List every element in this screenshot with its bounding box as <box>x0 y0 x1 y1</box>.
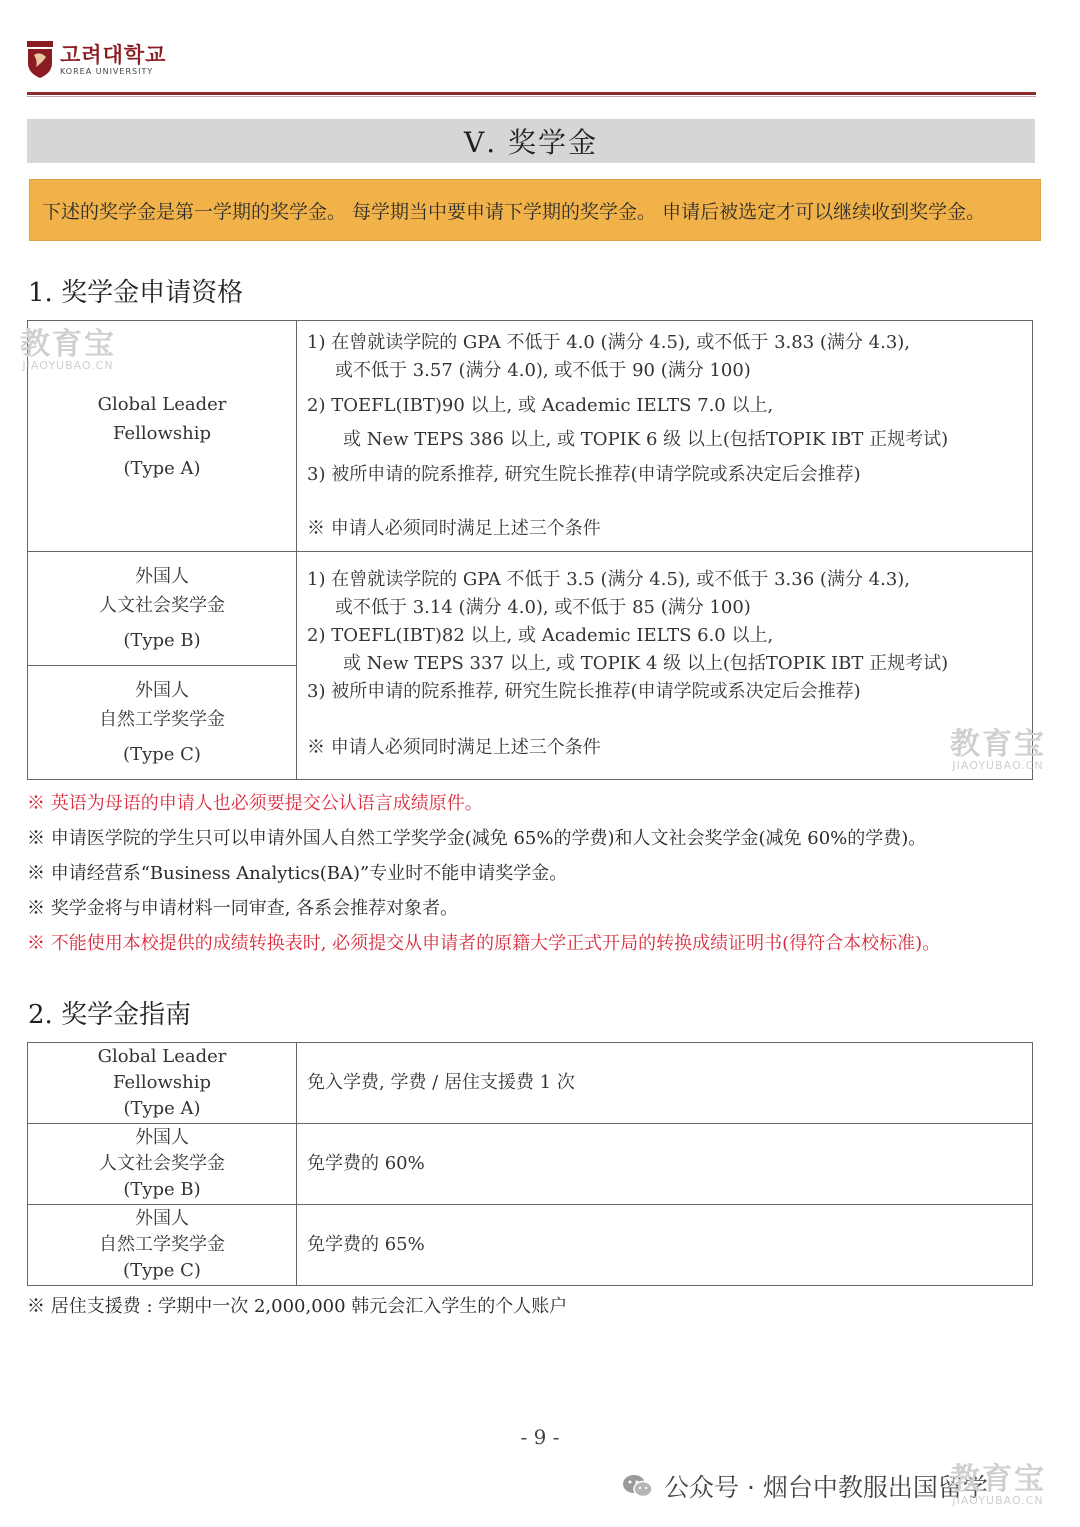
note-line: ※ 申请经营系“Business Analytics(BA)”专业时不能申请奖学金。 <box>27 863 568 884</box>
section2-heading: 2. 奖学金指南 <box>28 1000 192 1030</box>
header-divider <box>27 92 1036 95</box>
condition-note: ※ 申请人必须同时满足上述三个条件 <box>307 737 601 758</box>
condition-line: 或 New TEPS 386 以上, 或 TOPIK 6 级 以上(包括TOPIK IBT 正规考试) <box>343 429 949 450</box>
type-a-name-line: (Type A) <box>123 457 201 479</box>
eligibility-notes <box>27 786 940 961</box>
type-c-name-line: (Type C) <box>123 744 201 765</box>
wechat-icon <box>622 1473 654 1499</box>
guide-name-line: (Type C) <box>123 1260 201 1281</box>
note-line: ※ 不能使用本校提供的成绩转换表时, 必须提交从申请者的原籍大学正式开局的转换成绩证明书(得符合本校标准)。 <box>27 933 941 954</box>
guide-benefit: 免学费的 60% <box>307 1153 425 1174</box>
type-b-name-line: (Type B) <box>123 630 201 651</box>
condition-line: 2) TOEFL(IBT)90 以上, 或 Academic IELTS 7.0 以上, <box>307 395 774 416</box>
guide-name-line: 外国人 <box>135 1127 189 1148</box>
university-logo <box>26 38 166 82</box>
guide-footnote: ※ 居住支援费 : 学期中一次 2,000,000 韩元会汇入学生的个人账户 <box>27 1296 568 1317</box>
guide-name-line: Fellowship <box>112 1072 212 1093</box>
wechat-footer[interactable] <box>622 1468 988 1504</box>
type-bc-conditions-cell <box>297 552 1033 780</box>
condition-line: 或不低于 3.57 (满分 4.0), 或不低于 90 (满分 100) <box>335 360 751 381</box>
table-row <box>28 1205 1033 1286</box>
condition-line: 1) 在曾就读学院的 GPA 不低于 3.5 (满分 4.5), 或不低于 3.36 (满分 4.3), <box>307 569 911 590</box>
guide-benefit: 免入学费, 学费 / 居住支援费 1 次 <box>307 1072 575 1093</box>
watermark <box>950 727 1046 772</box>
guide-name-cell <box>28 1124 297 1205</box>
watermark <box>950 1462 1046 1507</box>
type-b-name-cell <box>28 552 297 666</box>
guide-name-line: (Type A) <box>123 1098 201 1119</box>
guide-name-line: 自然工学奖学金 <box>99 1234 225 1255</box>
type-c-name-cell <box>28 666 297 780</box>
watermark-subtext: JIAOYUBAO.CN <box>952 1494 1044 1507</box>
crest-icon <box>26 41 54 79</box>
table-row-type-b <box>28 552 1033 666</box>
watermark-text: 教育宝 <box>20 327 116 362</box>
note-line: ※ 奖学金将与申请材料一同审查, 各系会推荐对象者。 <box>27 898 459 919</box>
note-line: ※ 英语为母语的申请人也必须要提交公认语言成绩原件。 <box>27 793 483 814</box>
condition-line: 1) 在曾就读学院的 GPA 不低于 4.0 (满分 4.5), 或不低于 3.83 (满分 4.3), <box>307 332 911 353</box>
guide-name-line: Global Leader <box>97 1046 227 1067</box>
condition-line: 3) 被所申请的院系推荐, 研究生院长推荐(申请学院或系决定后会推荐) <box>307 681 861 702</box>
watermark-text: 教育宝 <box>950 727 1046 762</box>
note-line: ※ 申请医学院的学生只可以申请外国人自然工学奖学金(减免 65%的学费)和人文社会奖学金(减免 60%的学费)。 <box>27 828 927 849</box>
condition-line: 2) TOEFL(IBT)82 以上, 或 Academic IELTS 6.0 以上, <box>307 625 774 646</box>
table-row <box>28 1124 1033 1205</box>
type-a-conditions-cell <box>297 321 1033 552</box>
watermark-subtext: JIAOYUBAO.CN <box>952 759 1044 772</box>
logo-korean-text: 고려대학교 <box>60 42 167 67</box>
header-divider-thin <box>27 96 1036 97</box>
condition-note: ※ 申请人必须同时满足上述三个条件 <box>307 518 601 539</box>
condition-line: 或不低于 3.14 (满分 4.0), 或不低于 85 (满分 100) <box>335 597 751 618</box>
guide-benefit-cell <box>297 1043 1033 1124</box>
guide-name-line: 人文社会奖学金 <box>99 1153 225 1174</box>
notice-banner: 下述的奖学金是第一学期的奖学金。 每学期当中要申请下学期的奖学金。 申请后被选定才可以继续收到奖学金。 <box>29 179 1041 241</box>
guide-benefit: 免学费的 65% <box>307 1234 425 1255</box>
guide-name-line: 外国人 <box>135 1208 189 1229</box>
wechat-account-label: 公众号 · 烟台中教服出国留学 <box>664 1473 988 1502</box>
condition-line: 3) 被所申请的院系推荐, 研究生院长推荐(申请学院或系决定后会推荐) <box>307 464 861 485</box>
logo-english-text: KOREA UNIVERSITY <box>60 66 154 76</box>
scholarship-guide-table <box>27 1042 1033 1286</box>
type-c-name-line: 外国人 <box>135 680 189 701</box>
guide-benefit-cell <box>297 1124 1033 1205</box>
type-a-name-line: Fellowship <box>112 422 212 444</box>
table-row-type-a <box>28 321 1033 552</box>
guide-name-line: (Type B) <box>123 1179 201 1200</box>
guide-name-cell <box>28 1205 297 1286</box>
eligibility-table <box>27 320 1033 780</box>
section1-heading: 1. 奖学金申请资格 <box>28 278 244 308</box>
type-b-name-line: 人文社会奖学金 <box>99 595 225 616</box>
watermark <box>20 327 116 372</box>
type-a-name-line: Global Leader <box>97 393 227 415</box>
page-number: - 9 - <box>520 1425 560 1449</box>
watermark-text: 教育宝 <box>950 1462 1046 1497</box>
guide-benefit-cell <box>297 1205 1033 1286</box>
watermark-subtext: JIAOYUBAO.CN <box>22 359 114 372</box>
guide-name-cell <box>28 1043 297 1124</box>
condition-line: 或 New TEPS 337 以上, 或 TOPIK 4 级 以上(包括TOPIK IBT 正规考试) <box>343 653 949 674</box>
table-row <box>28 1043 1033 1124</box>
type-b-name-line: 外国人 <box>135 566 189 587</box>
section-title: Ⅴ. 奖学金 <box>27 119 1035 163</box>
type-c-name-line: 自然工学奖学金 <box>99 709 225 730</box>
